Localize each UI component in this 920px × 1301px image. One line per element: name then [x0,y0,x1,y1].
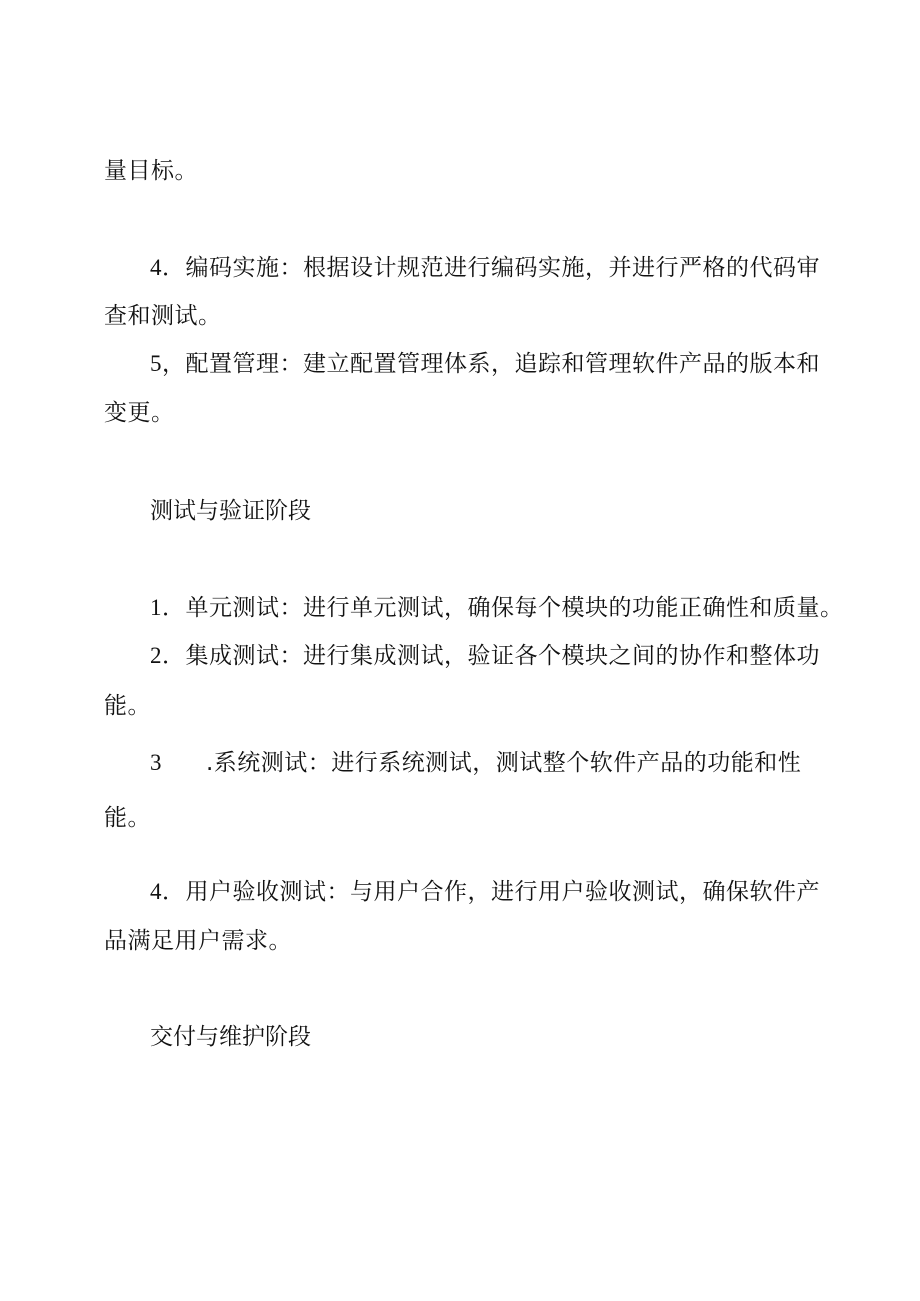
coding-item-text: ．编码实施：根据设计规范进行编码实施，并进行严格的代码审 [162,255,820,281]
config-item-line-1 [150,349,820,379]
unit-test-item-line-1 [150,593,844,623]
system-test-item-text: .系统测试：进行系统测试，测试整个软件产品的功能和性 [206,750,802,776]
coding-item-line-2: 查和测试。 [104,303,222,329]
paragraph-continuation: 量目标。 [104,158,198,184]
config-item-number: 5 [150,351,162,376]
acceptance-test-item-text: ．用户验收测试：与用户合作，进行用户验收测试，确保软件产 [162,879,820,905]
unit-test-item-text: ．单元测试：进行单元测试，确保每个模块的功能正确性和质量。 [162,595,844,621]
section-heading-delivery: 交付与维护阶段 [150,1024,311,1050]
system-test-item-number: 3 [150,750,162,775]
system-test-item-line-1 [150,748,801,778]
integration-test-item-line-1 [150,641,820,671]
integration-test-item-number: 2 [150,643,162,668]
section-heading-testing: 测试与验证阶段 [150,498,311,524]
integration-test-item-line-2: 能。 [104,693,151,719]
acceptance-test-item-line-1 [150,877,820,907]
unit-test-item-number: 1 [150,595,162,620]
acceptance-test-item-line-2: 品满足用户需求。 [104,928,292,954]
coding-item-number: 4 [150,255,162,280]
acceptance-test-item-number: 4 [150,879,162,904]
coding-item-line-1 [150,253,820,283]
config-item-text: ，配置管理：建立配置管理体系，追踪和管理软件产品的版本和 [162,351,820,377]
system-test-item-line-2: 能。 [104,805,151,831]
config-item-line-2: 变更。 [104,400,175,426]
integration-test-item-text: ．集成测试：进行集成测试，验证各个模块之间的协作和整体功 [162,643,820,669]
